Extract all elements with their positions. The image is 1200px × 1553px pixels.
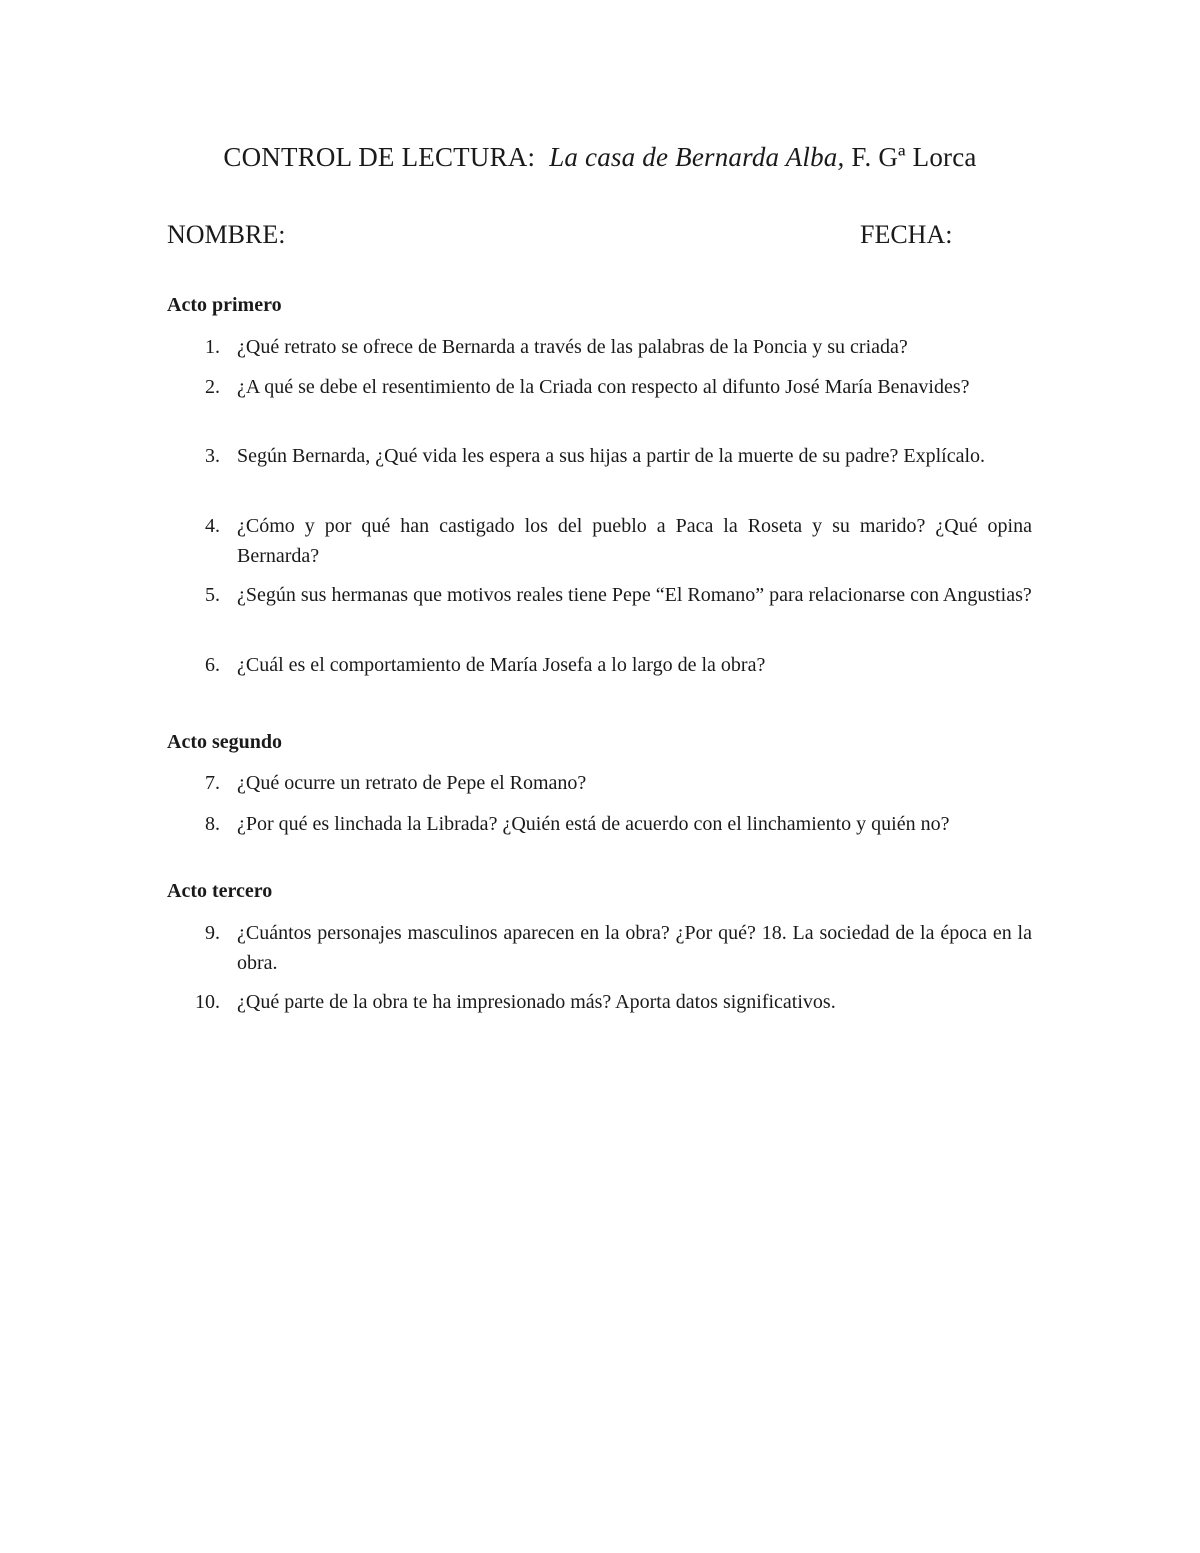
question-number: 9.: [205, 922, 220, 944]
question-item: [180, 372, 1032, 402]
question-item: [180, 332, 1032, 362]
question-number: 3.: [205, 445, 220, 467]
question-text: ¿Por qué es linchada la Librada? ¿Quién está de acuerdo con el linchamiento y quién no?: [237, 813, 950, 835]
question-item: [180, 650, 1032, 680]
question-text: ¿Según sus hermanas que motivos reales tiene Pepe “El Romano” para relacionarse con Angustias?: [237, 584, 1032, 606]
question-item: [180, 441, 1032, 471]
question-number: 6.: [205, 654, 220, 676]
question-number: 10.: [195, 991, 220, 1013]
question-text: ¿Cuál es el comportamiento de María Josefa a lo largo de la obra?: [237, 654, 766, 676]
question-item: [180, 918, 1032, 978]
title-prefix: CONTROL DE LECTURA:: [223, 142, 536, 172]
question-number: 4.: [205, 515, 220, 537]
question-item: [180, 809, 1032, 839]
question-text: ¿Qué retrato se ofrece de Bernarda a través de las palabras de la Poncia y su criada?: [237, 336, 908, 358]
date-label: FECHA:: [860, 220, 953, 249]
question-item: [180, 987, 1032, 1017]
question-number: 7.: [205, 772, 220, 794]
work-title: La casa de Bernarda Alba,: [549, 142, 845, 172]
section-heading-acto-primero: Acto primero: [167, 294, 282, 316]
question-text: ¿Qué ocurre un retrato de Pepe el Romano?: [237, 772, 587, 794]
question-text: ¿Cómo y por qué han castigado los del pueblo a Paca la Roseta y su marido? ¿Qué opina Bernarda?: [237, 515, 1032, 567]
question-number: 2.: [205, 376, 220, 398]
question-text: ¿Qué parte de la obra te ha impresionado más? Aporta datos significativos.: [237, 991, 836, 1013]
question-text: ¿Cuántos personajes masculinos aparecen en la obra? ¿Por qué? 18. La sociedad de la época en la obra.: [237, 922, 1032, 974]
question-item: [180, 580, 1032, 610]
question-text: Según Bernarda, ¿Qué vida les espera a sus hijas a partir de la muerte de su padre? Explícalo.: [237, 445, 986, 467]
question-number: 1.: [205, 336, 220, 358]
author-name: F. Gª Lorca: [851, 142, 977, 172]
question-text: ¿A qué se debe el resentimiento de la Criada con respecto al difunto José María Benavides?: [237, 376, 970, 398]
question-number: 8.: [205, 813, 220, 835]
name-label: NOMBRE:: [167, 220, 286, 249]
question-item: [180, 768, 1032, 798]
question-item: [180, 511, 1032, 571]
section-heading-acto-segundo: Acto segundo: [167, 731, 283, 753]
section-heading-acto-tercero: Acto tercero: [167, 880, 273, 902]
document-title: [0, 142, 1200, 173]
question-number: 5.: [205, 584, 220, 606]
